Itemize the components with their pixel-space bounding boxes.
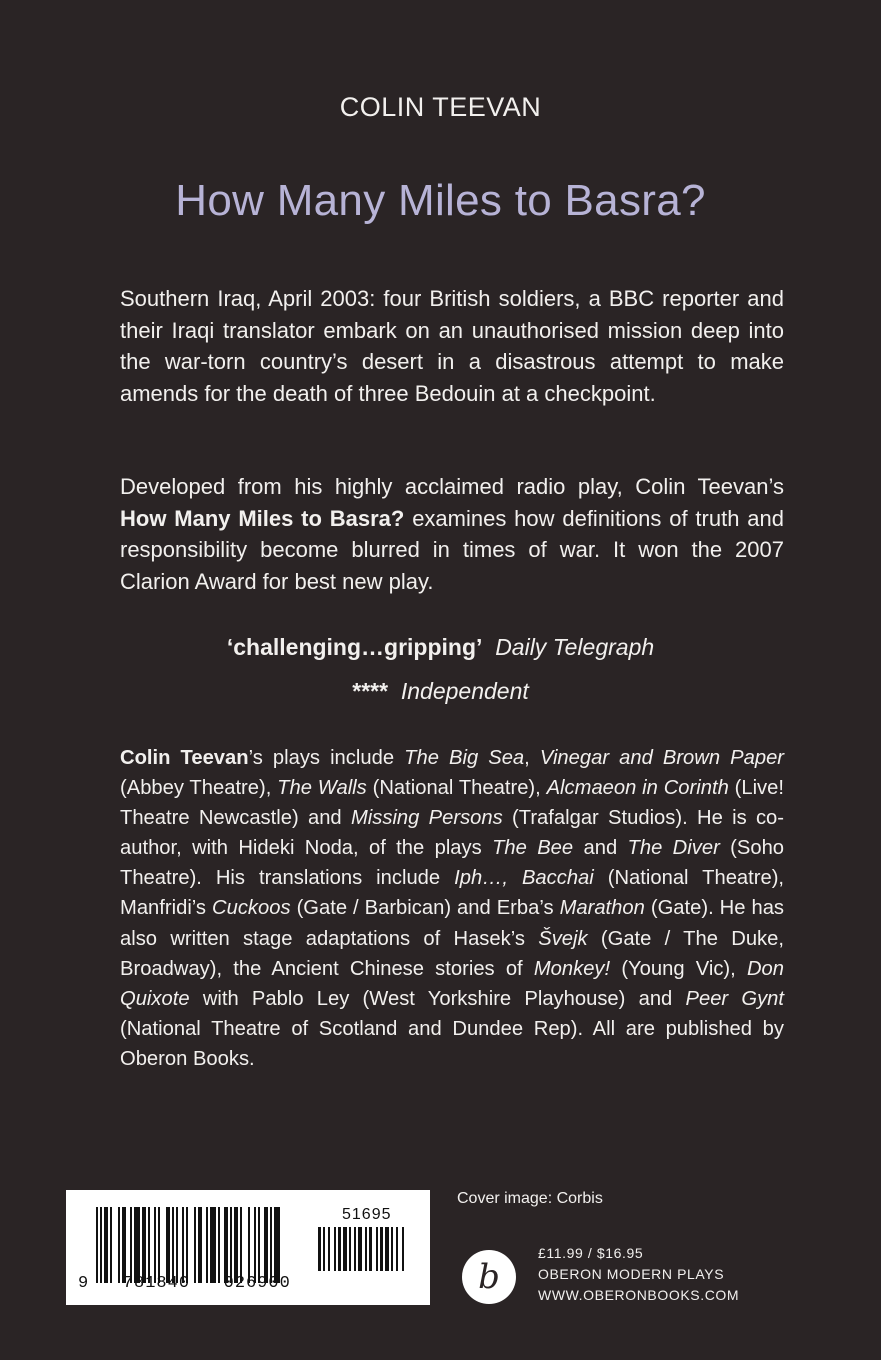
series-name: OBERON MODERN PLAYS xyxy=(538,1266,725,1282)
play-title: The Bee xyxy=(492,837,574,860)
publisher-info xyxy=(538,1243,739,1306)
play-title: Bacchai xyxy=(521,867,594,890)
bio-text: (Trafalgar Studios). He is co-author, with Hideki Noda, of the plays xyxy=(120,807,784,860)
quote-stars: **** xyxy=(352,678,389,704)
logo-letter: b xyxy=(478,1257,500,1297)
play-title: The Walls xyxy=(277,777,367,800)
blurb2-text-after: examines how definitions of truth and responsibility become blurred in times of war. It won the 2007 Clarion Award for best new play. xyxy=(120,505,784,594)
cover-credit: Cover image: Corbis xyxy=(457,1190,603,1207)
blurb2-text-before: Developed from his highly acclaimed radio play, Colin Teevan’s xyxy=(120,474,784,499)
play-title: Monkey! xyxy=(533,957,611,980)
play-title: Alcmaeon in Corinth xyxy=(546,777,729,800)
bio-text: (Live! Theatre Newcastle) and xyxy=(120,777,784,830)
book-title: How Many Miles to Basra? xyxy=(175,176,706,225)
review-quote-2 xyxy=(0,678,881,705)
bio-text: (Soho Theatre). His translations include xyxy=(120,837,785,890)
play-title: Marathon xyxy=(559,897,645,920)
bio-text: (Young Vic), xyxy=(621,957,736,980)
bio-text: and xyxy=(583,837,618,860)
play-title: Peer Gynt xyxy=(685,987,785,1010)
barcode xyxy=(66,1190,430,1305)
play-title: Cuckoos xyxy=(212,897,291,920)
play-title: Missing Persons xyxy=(350,807,503,830)
play-title: Švejk xyxy=(538,927,588,950)
play-title: The Big Sea xyxy=(404,747,525,769)
price-addon-digits: 51695 xyxy=(342,1206,392,1223)
website: WWW.OBERONBOOKS.COM xyxy=(538,1287,740,1303)
author-bio xyxy=(120,743,784,1074)
bio-text: (Gate). He has also written stage adaptations of Hasek’s xyxy=(120,897,785,950)
quote-source: Daily Telegraph xyxy=(495,634,655,660)
bio-text: ’s plays include xyxy=(248,747,395,769)
play-title: Vinegar and Brown Paper xyxy=(539,747,785,769)
oberon-logo-icon xyxy=(458,1246,520,1308)
bio-text: (National Theatre of Scotland and Dundee Rep). All are published by Oberon Books. xyxy=(120,1017,784,1070)
bio-text: with Pablo Ley (West Yorkshire Playhouse) and xyxy=(202,987,673,1010)
barcode-bars xyxy=(96,1207,296,1283)
play-title: The Diver xyxy=(627,837,720,860)
quote-source: Independent xyxy=(400,678,529,704)
play-title: Don Quixote xyxy=(120,957,784,1010)
isbn-digits: 9 781840 026900 xyxy=(78,1274,291,1293)
bio-text: (National Theatre), Manfridi’s xyxy=(120,867,785,920)
bio-text: , xyxy=(524,747,530,769)
bio-text: (Abbey Theatre), xyxy=(120,777,272,800)
price: £11.99 / $16.95 xyxy=(538,1245,644,1261)
blurb-paragraph-2 xyxy=(120,471,784,597)
bio-author-name: Colin Teevan xyxy=(120,747,249,769)
blurb-paragraph-1: Southern Iraq, April 2003: four British soldiers, a BBC reporter and their Iraqi translator embark on an unauthorised mission deep into the war-torn country’s desert in a disastrous attempt to make amends for the death of three Bedouin at a checkpoint. xyxy=(120,286,784,406)
review-quote-1 xyxy=(0,634,881,661)
bio-text: (Gate / Barbican) and Erba’s xyxy=(296,897,554,920)
author-name: COLIN TEEVAN xyxy=(339,92,542,122)
bio-text: (National Theatre), xyxy=(372,777,541,800)
bio-text: (Gate / The Duke, Broadway), the Ancient Chinese stories of xyxy=(120,927,784,980)
barcode-addon-bars xyxy=(318,1227,418,1271)
blurb2-title: How Many Miles to Basra? xyxy=(120,505,405,531)
play-title: Iph…, xyxy=(454,867,508,890)
quote-text: ‘challenging…gripping’ xyxy=(226,634,483,660)
